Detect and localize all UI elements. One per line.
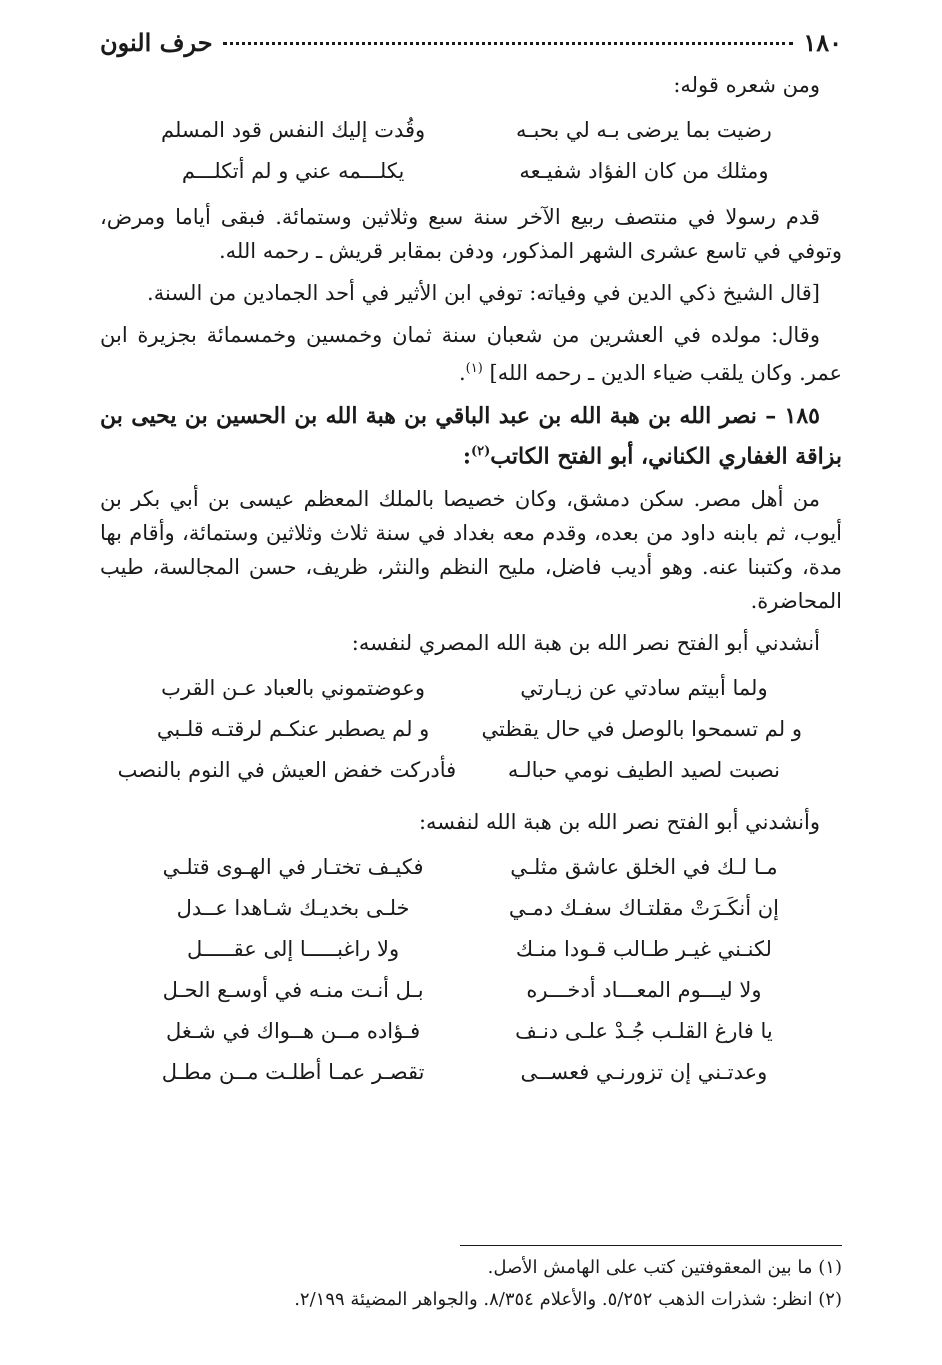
poem-3 — [100, 847, 842, 1093]
verse-second-hemistich: و لم يصطبر عنكـم لرقتـه قلـبي — [156, 717, 430, 742]
header-dotted-leader — [223, 42, 794, 45]
verse — [100, 888, 842, 929]
footnote-1: (١) ما بين المعقوفتين كتب على الهامش الأصل. — [487, 1257, 842, 1278]
entry-number: ١٨٥ — [784, 403, 820, 429]
paragraph-death: قدم رسولا في منتصف ربيع الآخر سنة سبع وثلاثين وستمائة. فبقى أياما ومرض، وتوفي في تاسع عشرى الشهر المذكور، ودفن بمقابر قريش ـ رحمه الله. — [100, 205, 842, 263]
verse-first-hemistich: ومثلك من كان الفؤاد شفيـعه — [519, 159, 769, 183]
verse-first-hemistich: ولا ليـــوم المعـــاد أدخـــره — [526, 978, 762, 1003]
entry-name: نصر الله بن هبة الله بن عبد الباقي بن هبة الله بن الحسين بن يحيى بن بزاقة الغفاري الكناني، أبو الفتح الكاتب — [100, 403, 842, 470]
verse-first-hemistich: يا فارغ القلـب جُـدْ علـى دنـف — [515, 1019, 773, 1044]
intro-poem-label: ومن شعره قوله: — [673, 73, 820, 97]
running-header — [100, 28, 842, 68]
entry-colon: : — [462, 443, 471, 470]
page — [100, 28, 842, 1093]
verse-first-hemistich: و لم تسمحوا بالوصل في حال يقظتي — [481, 717, 802, 742]
verse-first-hemistich: مـا لـك في الخلق عاشق مثلـي — [510, 855, 778, 880]
verse-second-hemistich: تقصـر عمـا أطلـت مــن مطـل — [161, 1060, 425, 1085]
entry-dash: – — [756, 403, 785, 429]
verse-second-hemistich: بـل أنـت منـه في أوسـع الحـل — [162, 978, 424, 1003]
verse-second-hemistich: ولا راغبـــــا إلى عقـــــل — [187, 937, 400, 962]
paragraph-zaki-al-din: [قال الشيخ ذكي الدين في وفياته: توفي ابن الأثير في أحد الجمادين من السنة. — [147, 281, 820, 305]
footnote-2: (٢) انظر: شذرات الذهب ٥/٢٥٢. والأعلام ٨/٣٥٤. والجواهر المضيئة ٢/١٩٩. — [294, 1289, 842, 1310]
verse-first-hemistich: رضيت بما يرضى بـه لي بحبـه — [516, 118, 772, 142]
verse-first-hemistich: وعدتـني إن تزورنـي فعســى — [520, 1060, 768, 1085]
verse-first-hemistich: إن أنكَـرَتْ مقلتـاك سفـك دمـي — [508, 896, 779, 921]
verse — [100, 1052, 842, 1093]
poem-1 — [100, 110, 842, 192]
recite-label-2: وأنشدني أبو الفتح نصر الله بن هبة الله لنفسه: — [418, 810, 820, 835]
paragraph-birth: وقال: مولده في العشرين من شعبان سنة ثمان وخمسين وخمسمائة بجزيرة ابن عمر. وكان يلقب ضياء الدين ـ رحمه الله] $^{(١)}$. — [100, 323, 842, 385]
verse-second-hemistich: فـؤاده مــن هــواك في شـغل — [165, 1019, 421, 1044]
recite-label-1: أنشدني أبو الفتح نصر الله بن هبة الله المصري لنفسه: — [351, 631, 820, 656]
verse — [100, 929, 842, 970]
verse-second-hemistich: خلـى بخديـك شـاهدا عــدل — [176, 896, 410, 921]
chapter-title: حرف النون — [100, 28, 213, 57]
verse — [100, 970, 842, 1011]
verse-second-hemistich: فكيـف تختـار في الهـوى قتلـي — [162, 855, 424, 880]
verse-first-hemistich: ولما أبيتم سادتي عن زيـارتي — [520, 676, 768, 701]
verse — [100, 151, 842, 192]
paragraph-biography: من أهل مصر. سكن دمشق، وكان خصيصا بالملك المعظم عيسى بن أبي بكر بن أيوب، ثم بابنه داود من بعده، وقدم معه بغداد في سنة ثلاث وثلاثين وستمائة، وأقام بها مدة، وكتبنا عنه. وهو أديب فاضل، مليح النظم والنثر، ظريف، حسن المجالسة، طيب المحاضرة. — [100, 487, 842, 614]
verse — [100, 668, 842, 709]
entry-title — [100, 398, 842, 474]
poem-2 — [100, 668, 842, 791]
footnote-divider — [460, 1245, 842, 1246]
verse — [100, 1011, 842, 1052]
verse-second-hemistich: وقُدت إليك النفس قود المسلم — [160, 118, 426, 142]
verse-second-hemistich: فأدركت خفض العيش في النوم بالنصب — [117, 758, 457, 783]
verse-second-hemistich: وعوضتموني بالعباد عـن القرب — [161, 676, 425, 701]
verse — [100, 709, 842, 750]
verse — [100, 750, 842, 791]
verse-second-hemistich: يكلـــمه عني و لم أتكلـــم — [181, 159, 405, 183]
footnotes — [100, 1252, 842, 1316]
footnote-ref-1: (١) — [465, 361, 483, 376]
paragraph-birth-text: وقال: مولده في العشرين من شعبان سنة ثمان وخمسين وخمسمائة بجزيرة ابن عمر. وكان يلقب ضياء الدين ـ رحمه الله] — [100, 323, 842, 385]
verse-first-hemistich: نصبت لصيد الطيف نومي حبالـه — [507, 758, 781, 783]
verse — [100, 110, 842, 151]
verse-first-hemistich: لكنـني غيـر طـالب قـودا منـك — [515, 937, 772, 962]
page-number: ١٨٠ — [803, 28, 842, 57]
verse — [100, 847, 842, 888]
footnote-ref-2: (٢) — [470, 444, 491, 459]
